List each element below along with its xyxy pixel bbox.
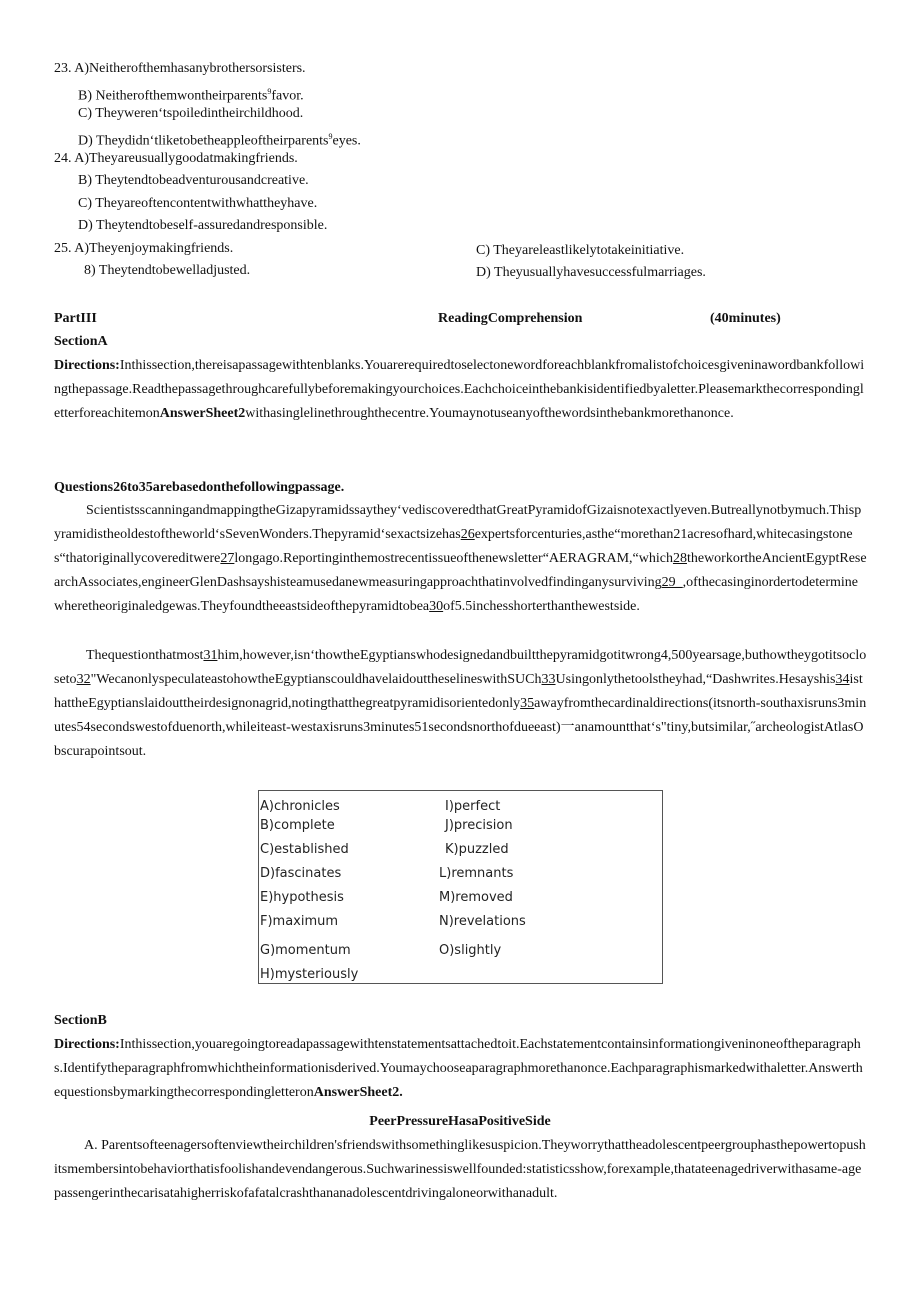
blank-29: 29_ [661,575,683,590]
section-a-directions: Directions:Inthissection,thereisapassagewithtenblanks.Youarerequiredtoselectonewordforeachblankfromalistofchoicesgiveninawordbankfollowingthepassage.Readthepassagethroughcarefullybeforemakingyourchoices.Eachchoiceinthebankisidentifiedbyaletter.PleasemarkthecorrespondingletterforeachitemonAnswerSheet2withasinglelinethroughthecentre.Youmaynotuseanyofthewordsinthebankmorethanonce. [54,358,865,421]
word-bank-item: E)hypothesis [260,890,344,905]
word-bank-item: G)momentum [260,943,351,958]
word-bank [258,790,663,984]
q24-option-c: C) Theyareoftencontentwithwhattheyhave. [78,196,318,211]
section-a-heading: SectionA [54,334,108,349]
word-bank-item: H)mysteriously [260,967,359,982]
section-b-directions: Directions:Inthissection,youaregoingtoreadapassagewithtenstatementsattachedtoit.Eachstatementcontainsinformationgiveninoneoftheparagraphs.Identifytheparagraphfromwhichtheinformationisderived.Youmaychooseaparagraphmorethanonce.Eachparagraphismarkedwithaletter.AnswerthequestionsbymarkingthecorrespondingletteronAnswerSheet2. [54,1037,863,1100]
blank-34: 34 [835,672,850,687]
blank-32: 32 [76,672,91,687]
q24-option-b: B) Theytendtobeadventurousandcreative. [78,173,309,188]
word-bank-item: O)slightly [439,943,502,958]
q24-option-d: D) Theytendtobeself-assuredandresponsible. [78,218,328,233]
blank-33: 33 [541,672,556,687]
word-bank-item: J)precision [445,818,513,833]
word-bank-item: I)perfect [445,799,501,814]
passage-paragraph-1: ScientistsscanningandmappingtheGizapyramidssaytheyʻvediscoveredthatGreatPyramidofGizaisnotexactlyeven.Butreallynotbymuch.ThispyramidistheoldestoftheworldʻsSevenWonders.Thepyramidʻsexactsizehas26expertsforcenturies,asthe“morethan21acresofhard,whitecasingstones“thatoriginallycovereditwere27longago.Reportinginthemostrecentissueofthenewsletter“AERAGRAM,“which28theworkortheAncientEgyptResearchAssociates,engineerGlenDashsayshisteamusedanewmeasuringapproachthatinvolvedfindinganysurviving29_,ofthecasinginordertodeterminewheretheoriginaledgewas.Theyfoundtheeastsideofthepyramidtobea30of5.5inchesshorterthanthewestside. [54,503,867,614]
q23-option-a: 23. A)Neitherofthemhasanybrothersorsisters. [54,61,306,76]
blank-35: 35 [520,696,535,711]
q25-option-d: D) Theyusuallyhavesuccessfulmarriages. [476,265,706,280]
q24-option-a: 24. A)Theyareusuallygoodatmakingfriends. [54,151,298,166]
blank-28: 28 [672,551,687,566]
section-b-heading: SectionB [54,1013,107,1028]
blank-31: 31 [203,648,218,663]
word-bank-item: N)revelations [439,914,526,929]
questions-heading: Questions26to35arebasedonthefollowingpassage. [54,480,345,495]
blank-27: 27 [220,551,235,566]
article-paragraph-a: A. Parentsofteenagersoftenviewtheirchildren'sfriendswithsomethinglikesuspicion.Theyworrythattheadolescentpeergrouphasthepowertopushitsmembersintobehaviorthatisfoolishandevendangerous.Suchwarinessiswellfounded:statisticsshow,forexample,thatateenagedriverwithasame-agepassengerinthecarisatahigherriskofafatalcrashthananadolescentdrivingaloneorwithanadult. [54,1138,866,1201]
word-bank-item: M)removed [439,890,513,905]
part-label: PartIII [54,311,97,326]
word-bank-item: A)chronicles [260,799,340,814]
word-bank-item: F)maximum [260,914,339,929]
q23-option-b: B) Neitherofthemwontheirparents$^9$favor. [78,87,304,104]
word-bank-item: C)established [260,842,349,857]
q25-option-c: C) Theyareleastlikelytotakeinitiative. [476,243,685,258]
passage-paragraph-2: Thequestionthatmost31him,however,isnʻthowtheEgyptianswhodesignedandbuiltthepyramidgotitwrong4,500yearsage,buthowtheygotitsocloseto32"WecanonlyspeculateastohowtheEgyptianscouldhavelaidouttheselineswithSUCh33Usingonlythetoolstheyhad,“Dashwrites.Hesayshis34isthattheEgyptianslaidouttheirdesignonagrid,notingthatthegreatpyramidisorientedonly35awayfromthecardinaldirections(itsnorth-southaxisruns3minutes54secondswestofduenorth,whileiteast-westaxisruns3minutes51secondsnorthofdueeast)一anamountthatʻs"tiny,butsimilar,˝archeologistAtlasObscurapointsout. [54,648,867,759]
word-bank-item: K)puzzled [445,842,509,857]
q23-option-c: C) Theywerenʻtspoiledintheirchildhood. [78,106,304,121]
q25-option-b: 8) Theytendtobewelladjusted. [84,263,251,278]
q23-option-d: D) Theydidnʻtliketobetheappleoftheirparents$^9$eyes. [78,132,361,149]
part-title: ReadingComprehension [438,311,583,326]
blank-30: 30 [429,599,444,614]
word-bank-item: D)fascinates [260,866,342,881]
part-time: (40minutes) [710,311,781,326]
word-bank-item: L)remnants [439,866,514,881]
q25-option-a: 25. A)Theyenjoymakingfriends. [54,241,234,256]
blank-26: 26 [460,527,475,542]
word-bank-item: B)complete [260,818,335,833]
article-title: PeerPressureHasaPositiveSide [369,1114,551,1129]
